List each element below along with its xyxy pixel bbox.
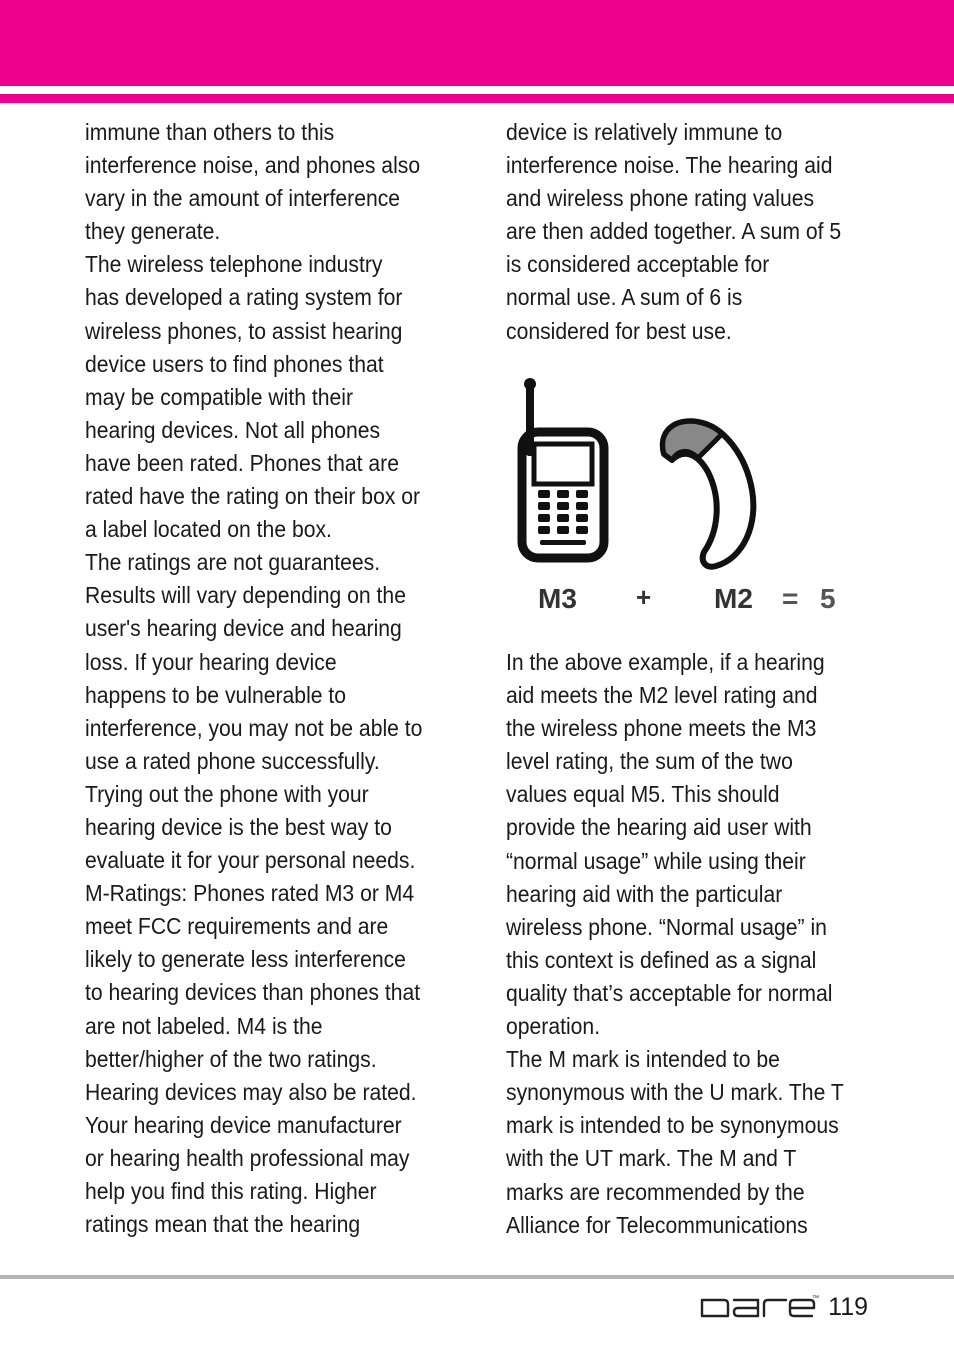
text-line: Trying out the phone with your — [85, 780, 369, 807]
text-line: they generate. — [85, 218, 221, 245]
text-line: is considered acceptable for — [506, 251, 770, 278]
text-line: interference noise. The hearing aid — [506, 152, 833, 179]
text-line: marks are recommended by the — [506, 1178, 805, 1205]
dare-logo — [700, 1292, 820, 1322]
text-line: the wireless phone meets the M3 — [506, 715, 817, 742]
text-line: hearing device is the best way to — [85, 813, 392, 840]
text-line: hearing devices. Not all phones — [85, 416, 381, 443]
text-line: The M mark is intended to be — [506, 1046, 780, 1073]
text-line: evaluate it for your personal needs. — [85, 847, 416, 874]
text-line: device is relatively immune to — [506, 119, 783, 145]
text-line: M-Ratings: Phones rated M3 or M4 — [85, 880, 415, 907]
text-line: has developed a rating system for — [85, 284, 403, 311]
text-line: quality that’s acceptable for normal — [506, 979, 833, 1006]
rating-figure — [512, 368, 852, 618]
left-column — [85, 116, 452, 1241]
text-line: normal use. A sum of 6 is — [506, 284, 743, 311]
text-line: to hearing devices than phones that — [85, 979, 421, 1006]
text-line: The ratings are not guarantees. — [85, 549, 381, 576]
text-line: user's hearing device and hearing — [85, 615, 402, 642]
text-line: better/higher of the two ratings. — [85, 1045, 377, 1072]
text-line: mark is intended to be synonymous — [506, 1112, 839, 1139]
text-line: ratings mean that the hearing — [85, 1211, 361, 1238]
text-line: are then added together. A sum of 5 — [506, 218, 842, 245]
text-line: values equal M5. This should — [506, 781, 780, 808]
text-line: wireless phone. “Normal usage” in — [506, 913, 827, 940]
header-bar — [0, 0, 954, 86]
text-line: Alliance for Telecommunications — [506, 1211, 808, 1238]
text-line: rated have the rating on their box or — [85, 483, 421, 510]
right-paragraph-1 — [506, 116, 871, 348]
text-line: or hearing health professional may — [85, 1144, 410, 1171]
text-line: considered for best use. — [506, 317, 732, 344]
text-line: Hearing devices may also be rated. — [85, 1078, 417, 1105]
text-line: loss. If your hearing device — [85, 648, 337, 675]
text-line: are not labeled. M4 is the — [85, 1012, 323, 1039]
text-line: wireless phones, to assist hearing — [85, 317, 403, 344]
text-line: synonymous with the U mark. The T — [506, 1079, 844, 1106]
text-line: meet FCC requirements and are — [85, 913, 389, 940]
text-line: level rating, the sum of the two — [506, 748, 793, 775]
equals-sign: = — [782, 583, 799, 614]
header-stripe — [0, 94, 954, 103]
text-line: happens to be vulnerable to — [85, 681, 347, 708]
text-line: may be compatible with their — [85, 383, 354, 410]
text-line: vary in the amount of interference — [85, 185, 401, 212]
text-line: Your hearing device manufacturer — [85, 1111, 402, 1138]
text-line: Results will vary depending on the — [85, 582, 406, 609]
trademark-symbol: ™ — [812, 1295, 820, 1302]
footer-rule — [0, 1275, 954, 1279]
text-line: hearing aid with the particular — [506, 880, 783, 907]
aid-rating-label: M2 — [714, 583, 753, 614]
text-line: with the UT mark. The M and T — [506, 1145, 797, 1172]
text-line: device users to find phones that — [85, 350, 384, 377]
phone-rating-label: M3 — [538, 583, 577, 614]
text-line: “normal usage” while using their — [506, 847, 806, 874]
text-line: likely to generate less interference — [85, 946, 406, 973]
footer — [700, 1292, 868, 1322]
text-line: immune than others to this — [85, 119, 335, 145]
text-line: interference, you may not be able to — [85, 714, 423, 741]
page-number: 119 — [828, 1292, 868, 1321]
text-line: a label located on the box. — [85, 516, 332, 543]
text-line: use a rated phone successfully. — [85, 747, 380, 774]
text-line: The wireless telephone industry — [85, 251, 383, 278]
text-line: help you find this rating. Higher — [85, 1178, 377, 1204]
text-line: interference noise, and phones also — [85, 152, 421, 179]
rating-figure-svg — [512, 368, 852, 618]
right-column — [506, 116, 871, 1238]
cell-phone-icon — [522, 378, 604, 558]
text-line: have been rated. Phones that are — [85, 449, 399, 476]
text-line: provide the hearing aid user with — [506, 814, 812, 841]
hearing-aid-icon — [663, 421, 754, 566]
right-paragraph-2 — [506, 646, 844, 1242]
text-line: and wireless phone rating values — [506, 185, 815, 212]
sum-value: 5 — [820, 583, 836, 614]
text-line: In the above example, if a hearing — [506, 649, 825, 675]
text-line: aid meets the M2 level rating and — [506, 682, 818, 709]
plus-sign: + — [636, 582, 652, 612]
text-line: this context is defined as a signal — [506, 946, 817, 973]
text-line: operation. — [506, 1013, 601, 1040]
